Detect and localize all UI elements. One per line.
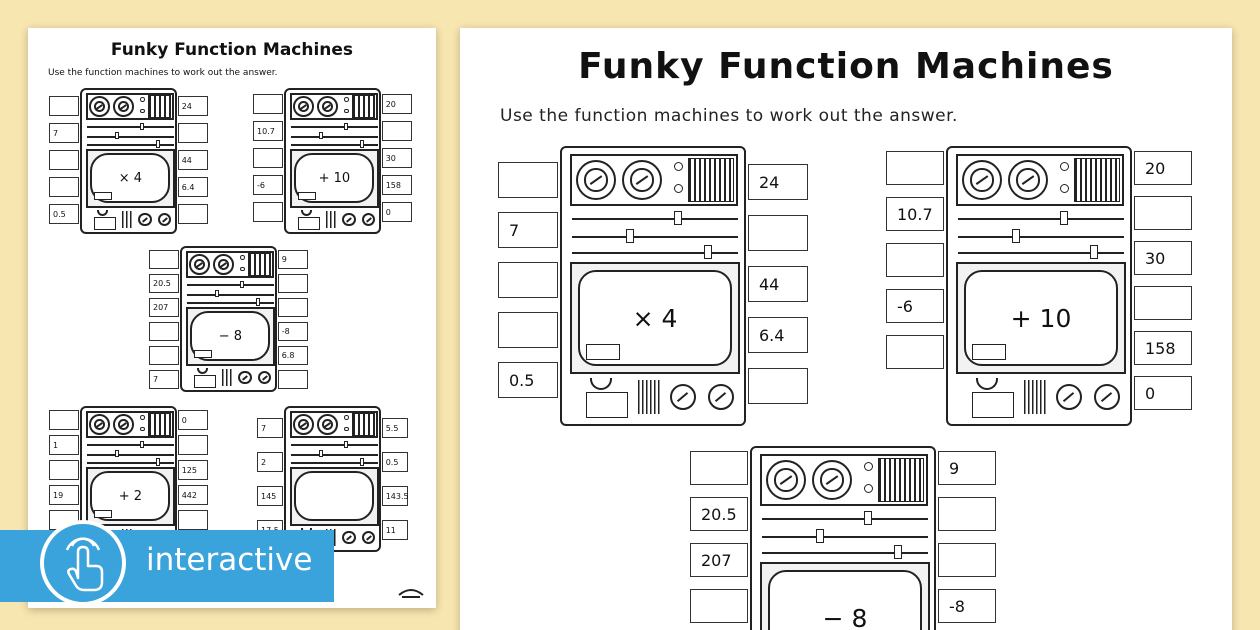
output-box[interactable]: 6.4	[748, 317, 808, 353]
input-box[interactable]	[49, 460, 79, 480]
dial-icon	[317, 414, 338, 435]
output-box[interactable]: 20	[382, 94, 412, 114]
speaker-grille	[248, 253, 272, 276]
thumbnail-instructions: Use the function machines to work out the answer.	[48, 68, 278, 78]
input-box[interactable]: 2	[257, 452, 283, 472]
minus-8-machine	[750, 446, 936, 630]
slider-track	[762, 518, 928, 520]
input-box[interactable]	[149, 250, 179, 269]
input-box[interactable]: 20.5	[149, 274, 179, 293]
dial-icon	[812, 460, 852, 500]
knob-icon	[238, 371, 252, 385]
slider-knob	[344, 441, 348, 448]
slider-knob	[864, 511, 872, 525]
output-box[interactable]: 9	[278, 250, 308, 269]
dial-icon	[1008, 160, 1048, 200]
screen-slot	[298, 192, 316, 200]
dial-icon	[962, 160, 1002, 200]
knob-icon	[138, 213, 152, 227]
knob-icon	[670, 384, 696, 410]
output-box[interactable]: 125	[178, 460, 208, 480]
output-box[interactable]: 30	[382, 148, 412, 168]
speaker-icon	[197, 368, 208, 374]
slider-track	[291, 144, 377, 146]
output-box[interactable]: 6.8	[278, 346, 308, 365]
worksheet-page	[460, 28, 1232, 630]
plus-10-machine	[946, 146, 1132, 426]
knob-icon	[362, 213, 376, 227]
output-slot	[94, 217, 116, 231]
output-box[interactable]: 20	[1134, 151, 1192, 185]
output-slot	[194, 375, 216, 389]
slider-track	[87, 454, 173, 456]
output-box[interactable]: -8	[278, 322, 308, 341]
thumb-times-4-machine	[80, 88, 177, 234]
slider-knob	[1090, 245, 1098, 259]
slider-track	[958, 236, 1124, 238]
indicator-icon	[344, 97, 349, 102]
screen-slot	[586, 344, 620, 360]
vent-icon	[326, 211, 338, 229]
input-box[interactable]: 20.5	[690, 497, 748, 531]
slider-track	[572, 218, 738, 220]
input-box[interactable]: 1	[49, 435, 79, 455]
slider-knob	[140, 441, 144, 448]
thumb-minus-8-machine	[180, 246, 277, 392]
page-title: Funky Function Machines	[578, 46, 1114, 87]
input-box[interactable]	[886, 151, 944, 185]
input-box[interactable]	[886, 335, 944, 369]
input-box[interactable]	[49, 410, 79, 430]
slider-track	[87, 444, 173, 446]
screen-slot	[94, 192, 112, 200]
dial-icon	[113, 96, 134, 117]
output-box[interactable]: 0	[1134, 376, 1192, 410]
slider-knob	[240, 281, 244, 288]
interactive-label: interactive	[146, 542, 313, 578]
output-box[interactable]: 24	[748, 164, 808, 200]
slider-knob	[704, 245, 712, 259]
output-box[interactable]: 6.4	[178, 177, 208, 197]
slider-knob	[319, 450, 323, 457]
indicator-icon	[674, 162, 683, 171]
output-slot	[972, 392, 1014, 418]
vent-icon	[1024, 380, 1048, 414]
vent-icon	[222, 369, 234, 387]
operation-screen: + 10	[964, 270, 1118, 366]
dial-icon	[293, 96, 314, 117]
slider-knob	[360, 140, 364, 147]
input-box[interactable]: -6	[886, 289, 944, 323]
slider-knob	[626, 229, 634, 243]
slider-knob	[1060, 211, 1068, 225]
slider-track	[87, 462, 173, 464]
slider-knob	[894, 545, 902, 559]
output-box[interactable]	[178, 510, 208, 530]
input-box[interactable]	[498, 312, 558, 348]
slider-knob	[215, 290, 219, 297]
output-box[interactable]	[938, 543, 996, 577]
slider-knob	[156, 458, 160, 465]
page-instructions: Use the function machines to work out the answer.	[500, 106, 958, 126]
output-box[interactable]: 0.5	[382, 452, 408, 472]
output-box[interactable]: 44	[178, 150, 208, 170]
thumb-plus-10-machine	[284, 88, 381, 234]
speaker-grille	[352, 95, 376, 118]
indicator-icon	[140, 415, 145, 420]
knob-icon	[1056, 384, 1082, 410]
input-box[interactable]: 10.7	[886, 197, 944, 231]
knob-icon	[158, 213, 172, 227]
dial-icon	[317, 96, 338, 117]
output-box[interactable]	[278, 370, 308, 389]
input-box[interactable]: -6	[253, 175, 283, 195]
slider-track	[87, 126, 173, 128]
dial-icon	[89, 414, 110, 435]
speaker-grille	[148, 413, 172, 436]
slider-track	[572, 252, 738, 254]
operation-screen: − 8	[190, 311, 270, 361]
output-box[interactable]: 0	[178, 410, 208, 430]
slider-track	[291, 462, 377, 464]
output-box[interactable]: 442	[178, 485, 208, 505]
input-box[interactable]	[690, 451, 748, 485]
indicator-icon	[864, 484, 873, 493]
output-box[interactable]	[178, 123, 208, 143]
output-box[interactable]: 9	[938, 451, 996, 485]
output-box[interactable]: 44	[748, 266, 808, 302]
indicator-icon	[1060, 184, 1069, 193]
speaker-grille	[688, 158, 734, 202]
operation-screen	[294, 471, 374, 521]
screen-slot	[972, 344, 1006, 360]
input-box[interactable]: 19	[49, 485, 79, 505]
slider-track	[87, 136, 173, 138]
slider-knob	[319, 132, 323, 139]
input-box[interactable]: 7	[49, 123, 79, 143]
indicator-icon	[1060, 162, 1069, 171]
slider-track	[958, 252, 1124, 254]
dial-icon	[213, 254, 234, 275]
output-box[interactable]: -8	[938, 589, 996, 623]
slider-knob	[115, 450, 119, 457]
screen-slot	[94, 510, 112, 518]
output-box[interactable]	[1134, 286, 1192, 320]
speaker-grille	[878, 458, 924, 502]
output-box[interactable]: 0	[382, 202, 412, 222]
input-box[interactable]	[49, 96, 79, 116]
slider-track	[187, 294, 273, 296]
input-box[interactable]: 0.5	[498, 362, 558, 398]
slider-knob	[115, 132, 119, 139]
slider-track	[762, 552, 928, 554]
input-box[interactable]	[149, 346, 179, 365]
dial-icon	[766, 460, 806, 500]
speaker-icon	[590, 378, 612, 390]
output-box[interactable]: 11	[382, 520, 408, 540]
input-box[interactable]: 7	[257, 418, 283, 438]
indicator-icon	[344, 415, 349, 420]
input-box[interactable]: 0.5	[49, 204, 79, 224]
input-box[interactable]	[498, 162, 558, 198]
input-box[interactable]: 145	[257, 486, 283, 506]
dial-icon	[576, 160, 616, 200]
slider-knob	[256, 298, 260, 305]
input-box[interactable]	[253, 148, 283, 168]
slider-knob	[816, 529, 824, 543]
input-box[interactable]	[886, 243, 944, 277]
output-box[interactable]	[278, 274, 308, 293]
dial-icon	[89, 96, 110, 117]
knob-icon	[708, 384, 734, 410]
slider-track	[87, 144, 173, 146]
slider-track	[572, 236, 738, 238]
output-box[interactable]: 158	[1134, 331, 1192, 365]
output-box[interactable]: 5.5	[382, 418, 408, 438]
speaker-icon	[301, 210, 312, 216]
knob-icon	[342, 531, 356, 545]
input-box[interactable]: 207	[149, 298, 179, 317]
output-box[interactable]: 158	[382, 175, 412, 195]
slider-knob	[344, 123, 348, 130]
output-box[interactable]: 30	[1134, 241, 1192, 275]
input-box[interactable]	[49, 177, 79, 197]
input-box[interactable]: 7	[498, 212, 558, 248]
times-4-machine	[560, 146, 746, 426]
output-box[interactable]	[1134, 196, 1192, 230]
slider-track	[762, 536, 928, 538]
slider-track	[291, 136, 377, 138]
output-slot	[298, 217, 320, 231]
slider-track	[187, 302, 273, 304]
slider-knob	[360, 458, 364, 465]
slider-track	[958, 218, 1124, 220]
slider-track	[187, 284, 273, 286]
output-box[interactable]: 143.5	[382, 486, 408, 506]
input-box[interactable]	[498, 262, 558, 298]
indicator-icon	[864, 462, 873, 471]
slider-knob	[156, 140, 160, 147]
speaker-grille	[148, 95, 172, 118]
output-slot	[586, 392, 628, 418]
knob-icon	[362, 531, 376, 545]
screen-slot	[194, 350, 212, 358]
operation-screen: × 4	[578, 270, 732, 366]
slider-track	[291, 126, 377, 128]
output-box[interactable]	[278, 298, 308, 317]
input-box[interactable]: 10.7	[253, 121, 283, 141]
output-box[interactable]	[748, 368, 808, 404]
output-box[interactable]: 24	[178, 96, 208, 116]
indicator-icon	[140, 97, 145, 102]
indicator-icon	[240, 255, 245, 260]
input-box[interactable]	[253, 94, 283, 114]
thumbnail-title: Funky Function Machines	[110, 40, 354, 60]
slider-track	[291, 454, 377, 456]
slider-knob	[1012, 229, 1020, 243]
dial-icon	[293, 414, 314, 435]
slider-track	[291, 444, 377, 446]
speaker-icon	[97, 210, 108, 216]
operation-screen: − 8	[768, 570, 922, 630]
slider-knob	[140, 123, 144, 130]
input-box[interactable]: 207	[690, 543, 748, 577]
vent-icon	[638, 380, 662, 414]
operation-screen: × 4	[90, 153, 170, 203]
output-box[interactable]	[178, 435, 208, 455]
input-box[interactable]	[49, 150, 79, 170]
dial-icon	[189, 254, 210, 275]
dial-icon	[113, 414, 134, 435]
knob-icon	[258, 371, 272, 385]
speaker-grille	[1074, 158, 1120, 202]
speaker-icon	[976, 378, 998, 390]
output-box[interactable]	[382, 121, 412, 141]
input-box[interactable]	[253, 202, 283, 222]
operation-screen: + 10	[294, 153, 374, 203]
input-box[interactable]	[149, 322, 179, 341]
output-box[interactable]	[938, 497, 996, 531]
output-box[interactable]	[178, 204, 208, 224]
knob-icon	[342, 213, 356, 227]
knob-icon	[1094, 384, 1120, 410]
speaker-grille	[352, 413, 376, 436]
dial-icon	[622, 160, 662, 200]
output-box[interactable]	[748, 215, 808, 251]
input-box[interactable]	[690, 589, 748, 623]
touch-hand-icon	[58, 536, 108, 592]
indicator-icon	[674, 184, 683, 193]
twinkl-logo-icon	[396, 583, 426, 599]
slider-knob	[674, 211, 682, 225]
input-box[interactable]: 7	[149, 370, 179, 389]
operation-screen: + 2	[90, 471, 170, 521]
vent-icon	[122, 211, 134, 229]
